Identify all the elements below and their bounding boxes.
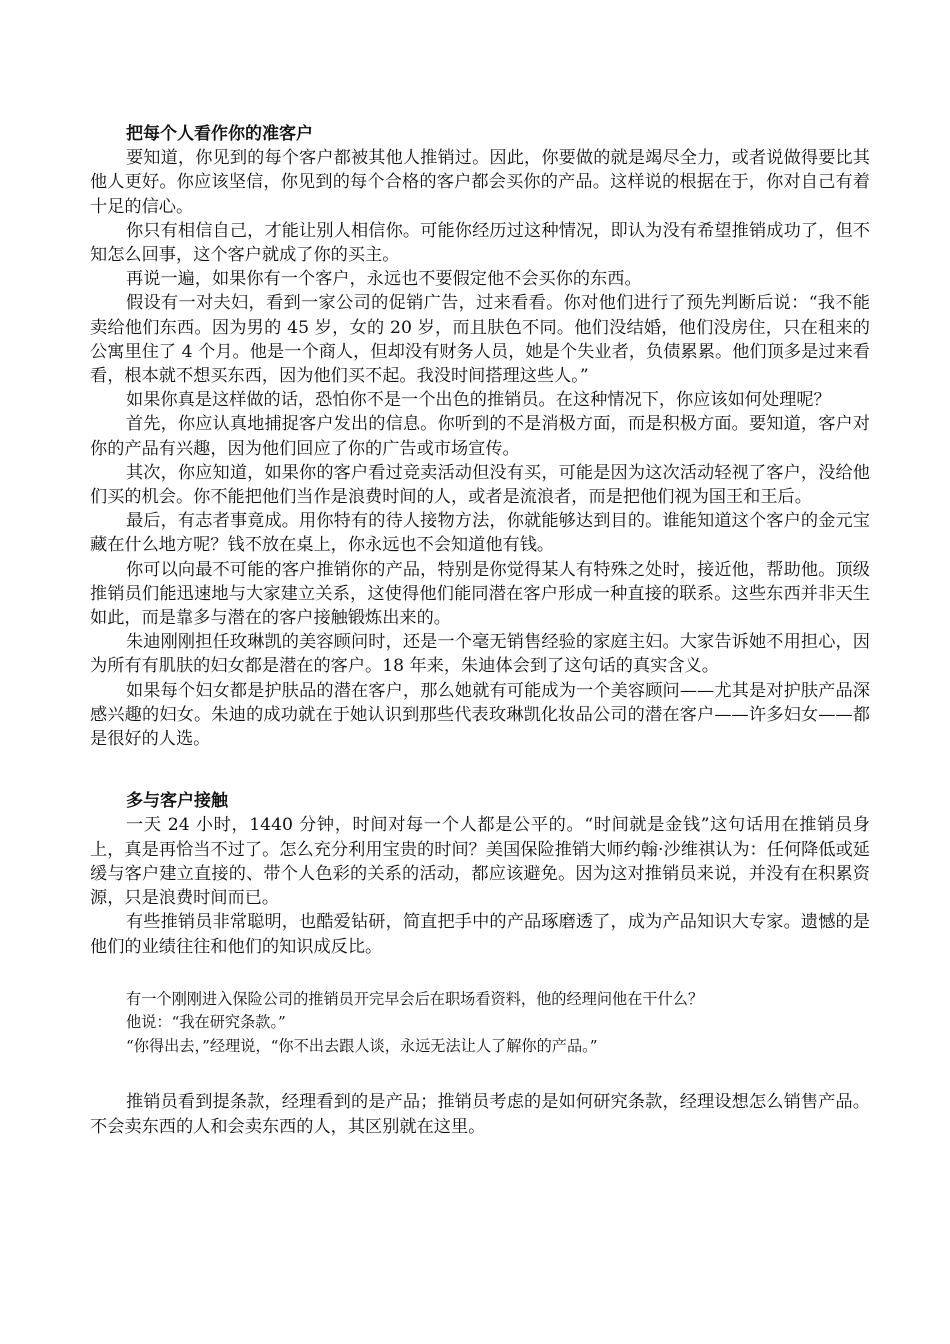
document-body: [90, 122, 870, 1139]
paragraph: 一天 24 小时，1440 分钟，时间对每一个人都是公平的。“时间就是金钱”这句话用在推销员身上，真是再恰当不过了。怎么充分利用宝贵的时间？美国保险推销大师约翰·沙维祺认为：任何降低或延缓与客户建立直接的、带个人色彩的关系的活动，都应该避免。因为这对推销员来说，并没有在积累资源，只是浪费时间而已。: [90, 815, 870, 909]
section-heading: 把每个人看作你的准客户: [126, 124, 313, 144]
paragraph: 假设有一对夫妇，看到一家公司的促销广告，过来看看。你对他们进行了预先判断后说：“我不能卖给他们东西。因为男的 45 岁，女的 20 岁，而且肤色不同。他们没结婚，他们没房住，只在租来的公寓里住了 4 个月。他是一个商人，但却没有财务人员，她是个失业者，负债累累。他们顶多是过来看看，根本就不想买东西，因为他们买不起。我没时间搭理这些人。”: [90, 293, 870, 387]
paragraph: 如果每个妇女都是护肤品的潜在客户，那么她就有可能成为一个美容顾问——尤其是对护肤产品深感兴趣的妇女。朱迪的成功就在于她认识到那些代表玫琳凯化妆品公司的潜在客户——许多妇女——都是很好的人选。: [90, 680, 870, 750]
paragraph: 你只有相信自己，才能让别人相信你。可能你经历过这种情况，即认为没有希望推销成功了，但不知怎么回事，这个客户就成了你的买主。: [90, 220, 870, 266]
paragraph: 你可以向最不可能的客户推销你的产品，特别是你觉得某人有特殊之处时，接近他，帮助他。顶级推销员们能迅速地与大家建立关系，这使得他们能同潜在客户形成一种直接的联系。这些东西并非天生如此，而是靠多与潜在的客户接触锻炼出来的。: [90, 559, 870, 629]
quote-line: “你得出去，”经理说，“你不出去跟人谈，永远无法让人了解你的产品。”: [126, 1036, 598, 1055]
section-spacer: [90, 751, 870, 789]
paragraph: 如果你真是这样做的话，恐怕你不是一个出色的推销员。在这种情况下，你应该如何处理呢？: [126, 390, 831, 411]
paragraph: 最后，有志者事竟成。用你特有的待人接物方法，你就能够达到目的。谁能知道这个客户的金元宝藏在什么地方呢？钱不放在桌上，你永远也不会知道他有钱。: [90, 511, 870, 556]
dialogue-quote: [90, 988, 870, 1059]
quote-line: 他说：“我在研究条款。”: [126, 1013, 286, 1032]
paragraph: 朱迪刚刚担任玫琳凯的美容顾问时，还是一个毫无销售经验的家庭主妇。大家告诉她不用担心，因为所有有肌肤的妇女都是潜在的客户。18 年来，朱迪体会到了这句话的真实含义。: [90, 632, 870, 677]
paragraph: 要知道，你见到的每个客户都被其他人推销过。因此，你要做的就是竭尽全力，或者说做得要比其他人更好。你应该坚信，你见到的每个合格的客户都会买你的产品。这样说的根据在于，你对自己有着十足的信心。: [90, 148, 870, 217]
paragraph: 其次，你应知道，如果你的客户看过竞卖活动但没有买，可能是因为这次活动轻视了客户，没给他们买的机会。你不能把他们当作是浪费时间的人，或者是流浪者，而是把他们视为国王和王后。: [90, 462, 870, 508]
paragraph: 再说一遍，如果你有一个客户，永远也不要假定他不会买你的东西。: [126, 269, 642, 290]
paragraph: 有些推销员非常聪明，也酷爱钻研，简直把手中的产品琢磨透了，成为产品知识大专家。遗憾的是他们的业绩往往和他们的知识成反比。: [90, 912, 870, 957]
section-heading: 多与客户接触: [126, 791, 228, 812]
paragraph: 首先，你应认真地捕捉客户发出的信息。你听到的不是消极方面，而是积极方面。要知道，客户对你的产品有兴趣，因为他们回应了你的广告或市场宣传。: [90, 414, 870, 459]
paragraph: 推销员看到提条款，经理看到的是产品；推销员考虑的是如何研究条款，经理设想怎么销售产品。不会卖东西的人和会卖东西的人，其区别就在这里。: [90, 1092, 870, 1137]
quote-line: 有一个刚刚进入保险公司的推销员开完早会后在职场看资料，他的经理问他在干什么？: [126, 989, 704, 1008]
